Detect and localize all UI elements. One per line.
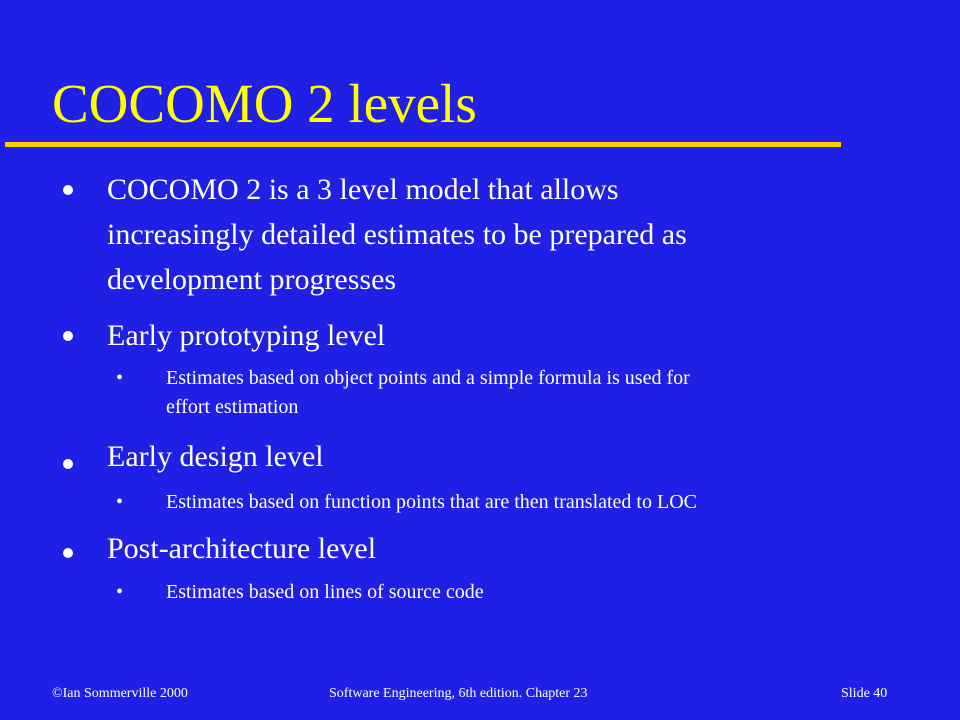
footer-copyright: ©Ian Sommerville 2000 [52, 686, 188, 701]
bullet-3-line-1: Early design level [107, 440, 324, 473]
bullet-1-text [107, 167, 887, 302]
bullet-1-line-2: increasingly detailed estimates to be prepared as [107, 218, 687, 251]
title-underline [5, 142, 841, 147]
bullet-3-text [107, 434, 887, 479]
bullet-1-line-3: development progresses [107, 263, 397, 296]
footer-slide-number: Slide 40 [841, 686, 888, 701]
bullet-3-sub-line-1: Estimates based on function points that are then translated to LOC [166, 491, 697, 513]
bullet-4-text [107, 526, 887, 571]
bullet-4-sub-line-1: Estimates based on lines of source code [166, 581, 484, 603]
bullet-2-sub-text [166, 364, 906, 422]
sub-bullet-dot-icon: • [116, 581, 124, 603]
bullet-4-sub-text [166, 578, 906, 607]
bullet-dot-icon [63, 459, 73, 469]
bullet-2-line-1: Early prototyping level [107, 319, 386, 352]
bullet-2-text [107, 313, 887, 358]
bullet-2-sub-line-2: effort estimation [166, 396, 299, 418]
slide-title: COCOMO 2 levels [52, 73, 477, 134]
sub-bullet-dot-icon: • [116, 367, 124, 389]
footer-book-title: Software Engineering, 6th edition. Chapter 23 [329, 686, 588, 701]
bullet-dot-icon [63, 331, 73, 341]
bullet-dot-icon [63, 185, 73, 195]
sub-bullet-dot-icon: • [116, 491, 124, 513]
bullet-1-line-1: COCOMO 2 is a 3 level model that allows [107, 173, 619, 206]
bullet-2-sub-line-1: Estimates based on object points and a simple formula is used for [166, 367, 690, 389]
bullet-4-line-1: Post-architecture level [107, 532, 377, 565]
bullet-dot-icon [63, 548, 73, 558]
bullet-3-sub-text [166, 488, 906, 517]
